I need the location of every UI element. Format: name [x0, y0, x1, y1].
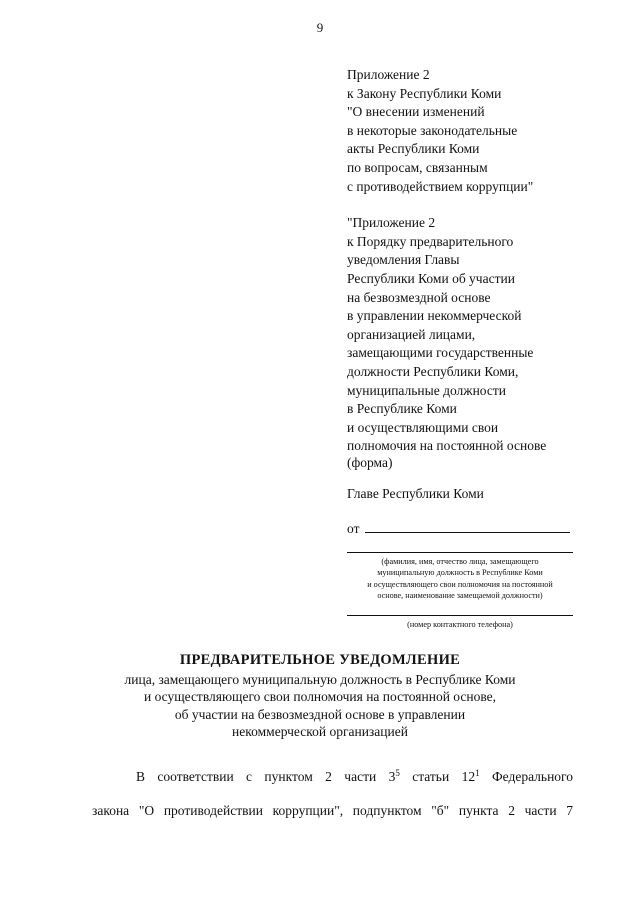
body-line-1	[92, 760, 573, 794]
annex-header	[347, 66, 627, 456]
form-label: (форма)	[347, 455, 393, 470]
subheading-line: некоммерческой организацией	[232, 724, 408, 740]
annex-outer-line: "О внесении изменений	[347, 104, 485, 120]
annex-inner-line: муниципальные должности	[347, 382, 507, 398]
addressee: Главе Республики Коми	[347, 486, 484, 501]
body-text-segment: статьи 12	[399, 769, 476, 784]
subheading-line: и осуществляющего свои полномочия на постоянной основе,	[143, 689, 497, 705]
annex-inner-line: в управлении некоммерческой	[347, 308, 522, 324]
body-text-segment: В соответствии с пунктом 2 части 3	[136, 769, 396, 784]
annex-inner-line: организацией лицами,	[347, 326, 476, 342]
annex-inner-line: полномочия на постоянной основе	[347, 438, 547, 454]
name-hint-line: и осуществляющего свои полномочия на постоянной	[367, 579, 553, 589]
annex-outer-line: по вопросам, связанным	[347, 159, 488, 175]
annex-outer-line: с противодействием коррупции"	[347, 178, 534, 194]
name-hint-line: (фамилия, имя, отчество лица, замещающего	[381, 557, 539, 566]
body-paragraph	[92, 760, 573, 828]
annex-inner-line: к Порядку предварительного	[347, 233, 514, 249]
annex-outer-line: Приложение 2	[347, 67, 430, 82]
phone-hint: (номер контактного телефона)	[407, 620, 513, 629]
document-heading: ПРЕДВАРИТЕЛЬНОЕ УВЕДОМЛЕНИЕ	[179, 652, 461, 668]
annex-inner-line: в Республике Коми	[347, 401, 457, 417]
body-line-2: закона "О противодействии коррупции", подпунктом "б" пункта 2 части 7	[92, 803, 573, 818]
annex-inner-line: "Приложение 2	[347, 215, 436, 231]
annex-outer-line: к Закону Республики Коми	[347, 85, 502, 101]
name-hint-line: основе, наименование замещаемой должности)	[377, 591, 543, 601]
annex-inner-line: замещающими государственные	[347, 345, 534, 361]
subheading-line: лица, замещающего муниципальную должность в Республике Коми	[124, 672, 516, 687]
from-label: от	[347, 521, 360, 536]
annex-inner-line: на безвозмездной основе	[347, 289, 491, 305]
name-field-rule	[347, 552, 573, 553]
page-number: 9	[316, 20, 324, 35]
annex-inner-line: должности Республики Коми,	[347, 363, 519, 379]
from-underline	[365, 521, 570, 533]
superscript: 1	[475, 768, 480, 778]
annex-outer-line: акты Республики Коми	[347, 141, 480, 157]
annex-outer-line: в некоторые законодательные	[347, 122, 518, 138]
name-hint	[340, 556, 580, 602]
phone-field-rule	[347, 615, 573, 616]
annex-inner-line: уведомления Главы	[347, 252, 460, 268]
name-hint-line: муниципальную должность в Республике Коми	[377, 568, 543, 578]
body-text-segment: Федерального	[479, 769, 573, 784]
superscript: 5	[395, 768, 400, 778]
document-subheading	[0, 671, 640, 741]
annex-inner-line: Республики Коми об участии	[347, 270, 515, 286]
from-line	[347, 521, 570, 537]
annex-inner-line: и осуществляющими свои	[347, 419, 499, 435]
subheading-line: об участии на безвозмездной основе в управлении	[174, 706, 466, 722]
